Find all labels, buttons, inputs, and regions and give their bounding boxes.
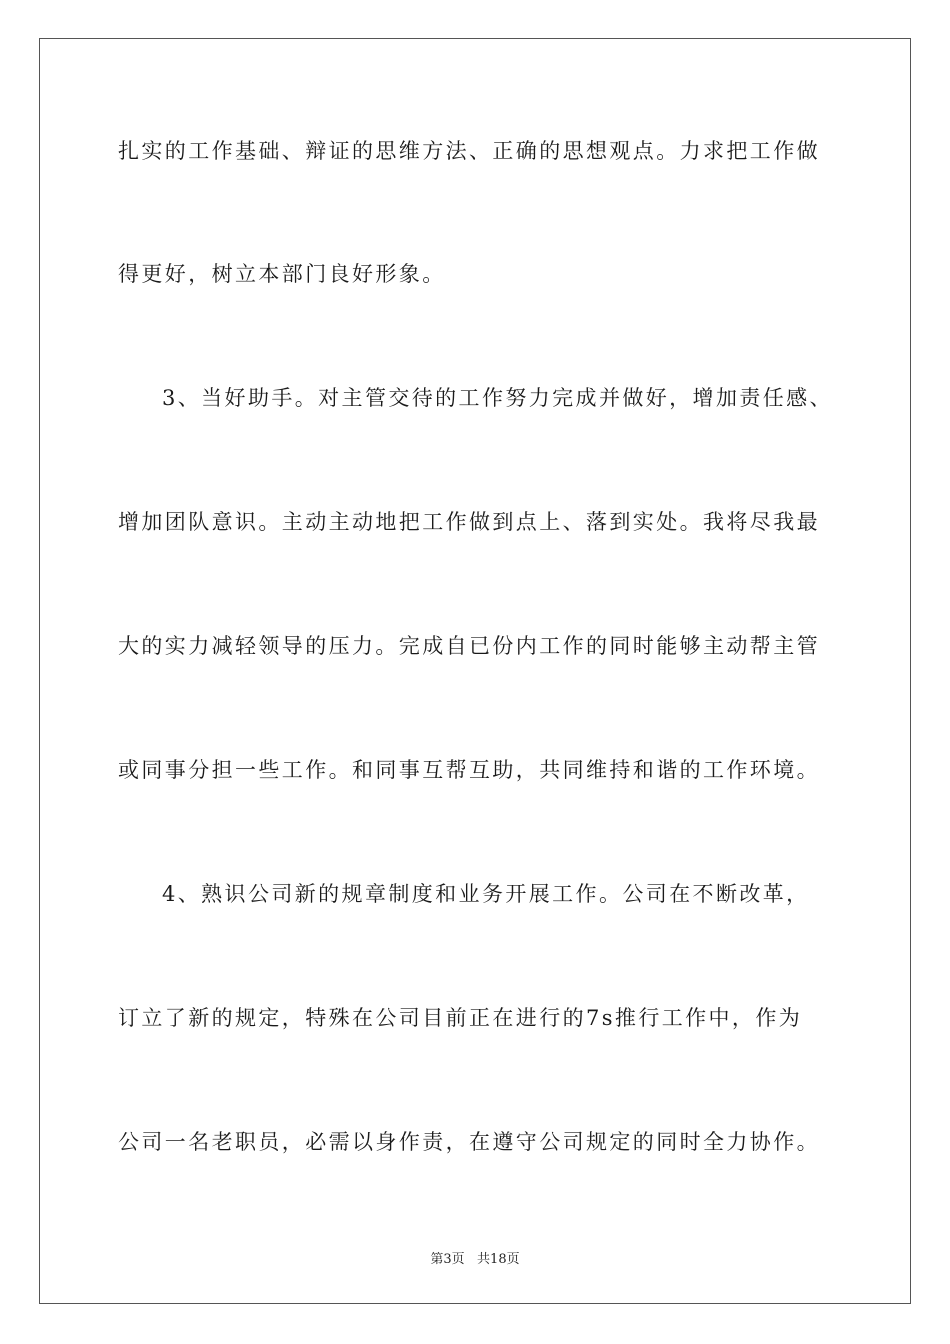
body-line-1: 扎实的工作基础、辩证的思维方法、正确的思想观点。力求把工作做 xyxy=(118,139,820,163)
body-line-9: 公司一名老职员，必需以身作责，在遵守公司规定的同时全力协作。 xyxy=(118,1130,820,1154)
page-footer: 第3页 共18页 xyxy=(430,1252,520,1267)
body-line-4: 增加团队意识。主动主动地把工作做到点上、落到实处。我将尽我最 xyxy=(118,510,820,534)
body-line-3: 3、当好助手。对主管交待的工作努力完成并做好，增加责任感、 xyxy=(162,386,833,410)
body-line-5: 大的实力减轻领导的压力。完成自已份内工作的同时能够主动帮主管 xyxy=(118,634,820,658)
body-line-7: 4、熟识公司新的规章制度和业务开展工作。公司在不断改革， xyxy=(162,882,810,906)
page-border xyxy=(39,38,911,1304)
body-line-8: 订立了新的规定，特殊在公司目前正在进行的7s推行工作中，作为 xyxy=(118,1006,803,1030)
body-line-6: 或同事分担一些工作。和同事互帮互助，共同维持和谐的工作环境。 xyxy=(118,758,820,782)
body-line-2: 得更好，树立本部门良好形象。 xyxy=(118,262,446,286)
